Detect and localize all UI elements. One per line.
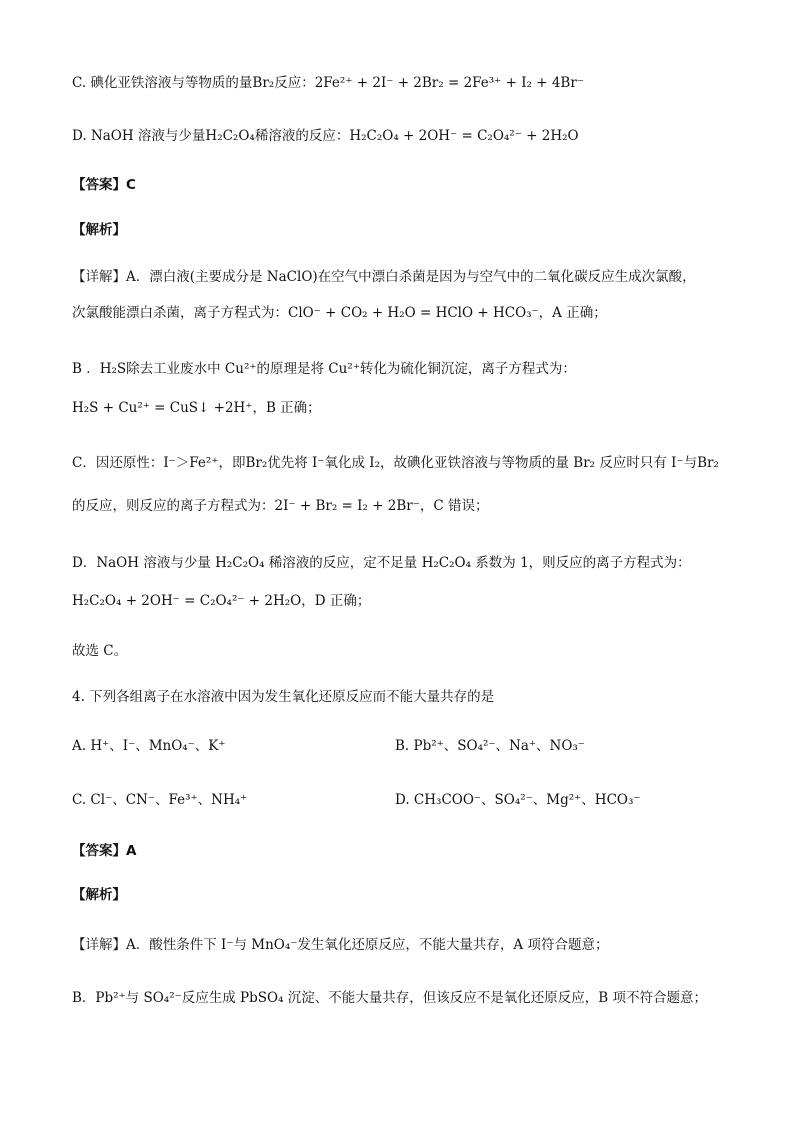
q4-option-c: C. Cl⁻、CN⁻、Fe³⁺、NH₄⁺	[72, 792, 248, 808]
detail-b-line2: H₂S + Cu²⁺ = CuS↓ +2H⁺，B 正确；	[72, 400, 321, 416]
q4-option-a: A. H⁺、I⁻、MnO₄⁻、K⁺	[72, 738, 226, 754]
analysis-label: 【解析】	[72, 222, 126, 238]
q4-option-d: D. CH₃COO⁻、SO₄²⁻、Mg²⁺、HCO₃⁻	[395, 792, 641, 808]
detail4-a: 【详解】A．酸性条件下 I⁻与 MnO₄⁻发生氧化还原反应，不能大量共存，A 项符合题意；	[72, 937, 609, 953]
answer-label-4: 【答案】A	[72, 843, 137, 859]
detail-c-line2: 的反应，则反应的离子方程式为：2I⁻ + Br₂ = I₂ + 2Br⁻，C 错误；	[72, 498, 489, 514]
option-c: C. 碘化亚铁溶液与等物质的量Br₂反应：2Fe²⁺ + 2I⁻ + 2Br₂ = 2Fe³⁺ + I₂ + 4Br⁻	[72, 75, 584, 91]
choose-answer: 故选 C。	[72, 643, 128, 659]
detail-b-line1: B ．H₂S除去工业废水中 Cu²⁺的原理是将 Cu²⁺转化为硫化铜沉淀，离子方程式为：	[72, 361, 576, 377]
q4-option-b: B. Pb²⁺、SO₄²⁻、Na⁺、NO₃⁻	[395, 738, 585, 754]
detail-a-line2: 次氯酸能漂白杀菌，离子方程式为：ClO⁻ + CO₂ + H₂O = HClO + HCO₃⁻，A 正确；	[72, 305, 607, 321]
analysis-label-4: 【解析】	[72, 887, 126, 903]
detail-a-line1: 【详解】A．漂白液(主要成分是 NaClO)在空气中漂白杀菌是因为与空气中的二氧化碳反应生成次氯酸，	[72, 269, 696, 285]
detail4-b: B．Pb²⁺与 SO₄²⁻反应生成 PbSO₄ 沉淀、不能大量共存，但该反应不是氧化还原反应，B 项不符合题意；	[72, 990, 707, 1006]
detail-d-line2: H₂C₂O₄ + 2OH⁻ = C₂O₄²⁻ + 2H₂O，D 正确；	[72, 593, 371, 609]
answer-label: 【答案】C	[72, 177, 136, 193]
question-4: 4. 下列各组离子在水溶液中因为发生氧化还原反应而不能大量共存的是	[72, 689, 495, 705]
detail-d-line1: D．NaOH 溶液与少量 H₂C₂O₄ 稀溶液的反应，定不足量 H₂C₂O₄ 系数为 1，则反应的离子方程式为：	[72, 555, 691, 571]
option-d: D. NaOH 溶液与少量H₂C₂O₄稀溶液的反应：H₂C₂O₄ + 2OH⁻ = C₂O₄²⁻ + 2H₂O	[72, 128, 579, 144]
detail-c-line1: C．因还原性：I⁻＞Fe²⁺，即Br₂优先将 I⁻氧化成 I₂，故碘化亚铁溶液与等物质的量 Br₂ 反应时只有 I⁻与Br₂	[72, 455, 719, 471]
